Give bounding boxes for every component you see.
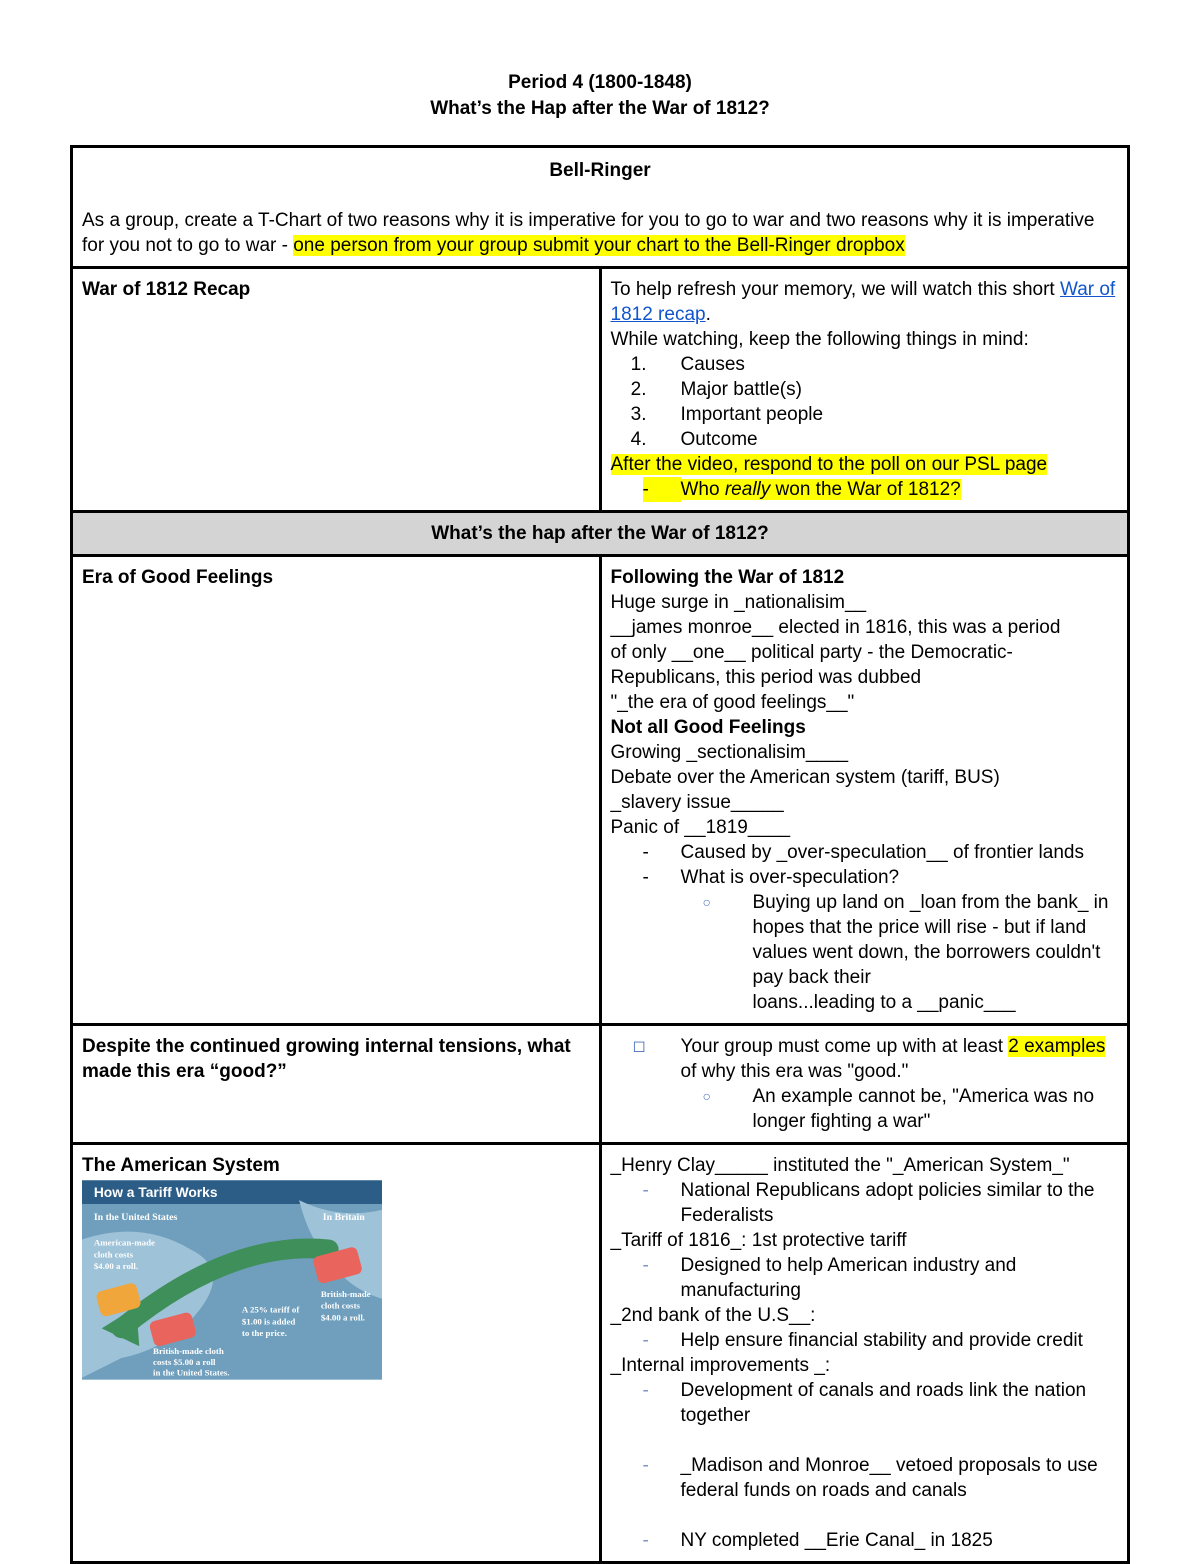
tariff-tariff-1: A 25% tariff of [241,1304,300,1315]
section-header-row [72,512,1129,556]
doc-title-question: What’s the Hap after the War of 1812? [430,98,770,119]
section-header: What’s the hap after the War of 1812? [72,512,1129,556]
list-item: 1. Causes [630,354,745,375]
recap-label: War of 1812 Recap [72,268,601,512]
american-system-content [600,1144,1129,1563]
list-item: - Help ensure financial stability and provide credit [642,1330,1083,1351]
as-line: _Internal improvements _: [610,1355,831,1376]
tariff-brit-cloth-2: cloth costs [320,1300,361,1311]
recap-keep-in-mind: While watching, keep the following things in mind: [610,329,1029,350]
notes-table [70,145,1130,1564]
bellringer-text: As a group, create a T-Chart of two reasons why it is imperative for you to go to war and two reasons why it is imperative for you not to go to war - one person from your group submit your chart to the Bell-Ringer dropbox [82,210,1095,256]
good-row [72,1025,1129,1144]
list-item: 3. Important people [630,404,824,425]
era-line: "_the era of good feelings__" [610,692,855,713]
era-line: Growing _sectionalisim____ [610,742,849,763]
list-item: - NY completed __Erie Canal_ in 1825 [642,1530,993,1551]
recap-intro: To help refresh your memory, we will watch this short War of 1812 recap. [610,279,1116,325]
list-item: - Caused by _over-speculation__ of frontier lands [642,842,1084,863]
tariff-brit-us-3: in the United States. [153,1367,230,1378]
bellringer-highlight: one person from your group submit your chart to the Bell-Ringer dropbox [293,235,905,256]
tariff-brit-us-1: British-made cloth [153,1346,224,1357]
tariff-tariff-3: to the price. [241,1328,287,1339]
tariff-brit-cloth-3: $4.00 a roll. [320,1312,366,1323]
era-line: __james monroe__ elected in 1816, this was a period [610,617,1061,638]
list-item: ○ Buying up land on _loan from the bank_ in hopes that the price will rise - but if land values went down, the borrowers couldn't pay back their loans...leading to a __panic___ [702,892,1109,1013]
as-line: _Tariff of 1816_: 1st protective tariff [610,1230,907,1251]
american-system-row [72,1144,1129,1563]
era-heading-1: Following the War of 1812 [610,567,845,588]
recap-video-link[interactable]: War of 1812 recap [610,279,1116,325]
list-item: - _Madison and Monroe__ vetoed proposals to use federal funds on roads and canals [642,1455,1098,1501]
tariff-us-cloth-1: American-made [93,1237,155,1248]
poll-instruction: After the video, respond to the poll on our PSL page [610,454,1048,475]
era-line: of only __one__ political party - the Democratic-Republicans, this period was dubbed [610,642,1013,688]
list-item: 4. Outcome [630,429,758,450]
era-line: Huge surge in _nationalisim__ [610,592,867,613]
as-line: _2nd bank of the U.S__: [610,1305,816,1326]
tariff-tariff-2: $1.00 is added [241,1316,296,1327]
list-item: 2. Major battle(s) [630,379,802,400]
american-system-label: The American System [82,1155,280,1176]
tariff-us-cloth-3: $4.00 a roll. [93,1261,139,1272]
poll-question: - Who really won the War of 1812? [642,479,961,500]
doc-title-period: Period 4 (1800-1848) [508,72,692,93]
good-content [600,1025,1129,1144]
recap-row [72,268,1129,512]
good-highlight: 2 examples [1008,1036,1106,1057]
list-item: - Designed to help American industry and manufacturing [642,1255,1017,1301]
era-line: _slavery issue_____ [610,792,784,813]
era-heading-2: Not all Good Feelings [610,717,806,738]
tariff-label-us: In the United States [93,1211,178,1223]
tariff-us-cloth-2: cloth costs [93,1249,134,1260]
tariff-label-britain: In Britain [322,1211,365,1223]
era-line: Panic of __1819____ [610,817,791,838]
bellringer-title: Bell-Ringer [549,160,651,181]
bellringer-row [72,147,1129,268]
list-item: - What is over-speculation? [642,867,900,888]
american-system-label-cell [72,1144,601,1563]
as-line: _Henry Clay_____ instituted the "_American System_" [610,1155,1070,1176]
tariff-brit-cloth-1: British-made [320,1288,371,1299]
era-content [600,556,1129,1025]
recap-content [600,268,1129,512]
tariff-title: How a Tariff Works [93,1184,218,1201]
era-row [72,556,1129,1025]
tariff-illustration [82,1180,382,1380]
tariff-brit-us-2: costs $5.00 a roll [153,1356,216,1367]
era-line: Debate over the American system (tariff, BUS) [610,767,1000,788]
list-item: ○ An example cannot be, "America was no longer fighting a war" [702,1086,1095,1132]
good-label: Despite the continued growing internal tensions, what made this era “good?” [72,1025,601,1144]
list-item: - Development of canals and roads link the nation together [642,1380,1087,1426]
bellringer-cell [72,147,1129,268]
list-item: - National Republicans adopt policies similar to the Federalists [642,1180,1095,1226]
era-label: Era of Good Feelings [72,556,601,1025]
list-item: ◻ Your group must come up with at least 2 examples of why this era was "good." [632,1036,1106,1082]
